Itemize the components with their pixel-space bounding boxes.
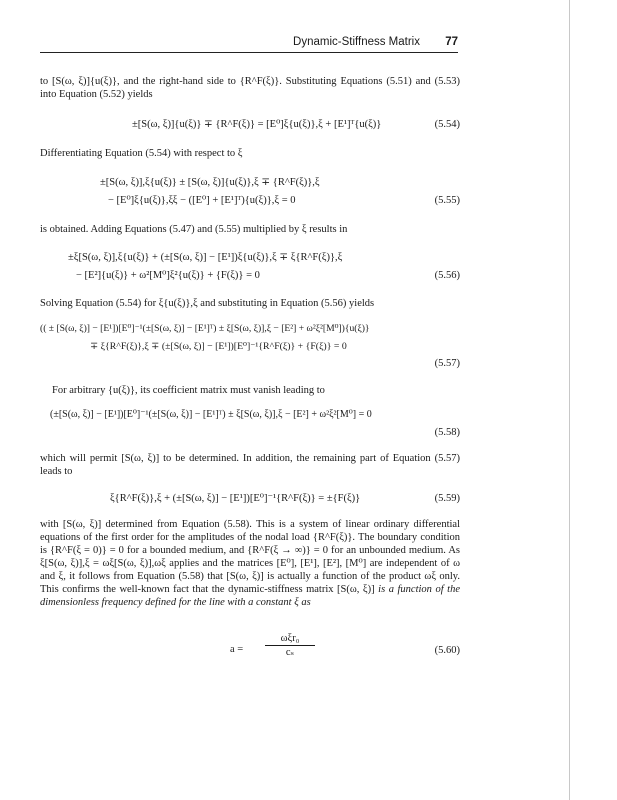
equation-line: (±[S(ω, ξ)] − [E¹])[E⁰]⁻¹(±[S(ω, ξ)] − [E¹]ᵀ) ± ξ[S(ω, ξ)],ξ − [E²] + ω²ξ²[M⁰] = 0 xyxy=(50,409,372,420)
paragraph-italic-text: is a function of the dimensionless frequency defined for the line with a constant ξ as xyxy=(40,584,460,608)
page-number: 77 xyxy=(445,36,458,48)
equation-lhs: a = xyxy=(230,644,244,655)
paragraph xyxy=(40,518,460,609)
equation-5-54 xyxy=(40,118,460,132)
equation-5-57 xyxy=(40,322,460,372)
equation-line: ∓ ξ{R^F(ξ)},ξ ∓ (±[S(ω, ξ)] − [E¹])[E⁰]⁻¹{R^F(ξ)} + {F(ξ)} = 0 xyxy=(90,341,347,352)
equation-5-58 xyxy=(40,408,460,442)
equation-line: (( ± [S(ω, ξ)] − [E¹])[E⁰]⁻¹(±[S(ω, ξ)] − [E¹]ᵀ) ± ξ[S(ω, ξ)],ξ − [E²] + ω²ξ²[M⁰]){u(ξ)} xyxy=(40,323,370,334)
paragraph: Differentiating Equation (5.54) with respect to ξ xyxy=(40,148,243,159)
fraction-numerator: ωξr₀ xyxy=(265,632,315,646)
running-header xyxy=(40,36,458,53)
equation-line: − [E⁰]ξ{u(ξ)},ξξ − ([E⁰] + [E¹]ᵀ){u(ξ)},ξ = 0 xyxy=(108,195,296,206)
equation-number: (5.60) xyxy=(434,645,460,656)
fraction-denominator: cₛ xyxy=(285,647,295,658)
paragraph-text: with [S(ω, ξ)] determined from Equation (5.58). This is a system of linear ordinary differential equations of the first order for the amplitudes of the nodal load {R^F(ξ)}. The boundary condition is {R^F(ξ = 0)} = 0 for a bounded medium, and {R^F(ξ → ∞)} = 0 for an unbounded medium. As ξ[S(ω, ξ)],ξ = ωξ[S(ω, ξ)],ωξ applies and the matrices [E⁰], [E¹], [E²], [M⁰] are independent of ω and ξ, it follows from Equation (5.58) that [S(ω, ξ)] is actually a function of the product ωξ only. This confirms the well-known fact that the dynamic-stiffness matrix [S(ω, ξ)] xyxy=(40,519,460,595)
equation-number: (5.58) xyxy=(434,427,460,438)
equation-number: (5.56) xyxy=(434,270,460,281)
paragraph: is obtained. Adding Equations (5.47) and (5.55) multiplied by ξ results in xyxy=(40,224,348,235)
equation-body: ξ{R^F(ξ)},ξ + (±[S(ω, ξ)] − [E¹])[E⁰]⁻¹{R^F(ξ)} = ±{F(ξ)} xyxy=(110,493,361,504)
running-title: Dynamic-Stiffness Matrix xyxy=(293,36,420,48)
equation-5-56 xyxy=(40,251,460,285)
equation-number: (5.55) xyxy=(434,195,460,206)
equation-fraction xyxy=(265,632,315,659)
equation-line: ±[S(ω, ξ)],ξ{u(ξ)} ± [S(ω, ξ)]{u(ξ)},ξ ∓ {R^F(ξ)},ξ xyxy=(100,177,320,188)
paragraph: For arbitrary {u(ξ)}, its coefficient matrix must vanish leading to xyxy=(52,385,325,396)
paragraph: which will permit [S(ω, ξ)] to be determined. In addition, the remaining part of Equation (5.57) leads to xyxy=(40,453,460,477)
equation-line: − [E²]{u(ξ)} + ω²[M⁰]ξ²{u(ξ)} + {F(ξ)} = 0 xyxy=(76,270,260,281)
paragraph: Solving Equation (5.54) for ξ{u(ξ)},ξ and substituting in Equation (5.56) yields xyxy=(40,298,375,309)
equation-body: ±[S(ω, ξ)]{u(ξ)} ∓ {R^F(ξ)} = [E⁰]ξ{u(ξ)},ξ + [E¹]ᵀ{u(ξ)} xyxy=(132,119,382,130)
equation-number: (5.57) xyxy=(434,358,460,369)
equation-5-59 xyxy=(40,492,460,506)
equation-5-55 xyxy=(40,176,460,210)
paragraph: to [S(ω, ξ)]{u(ξ)}, and the right-hand side to {R^F(ξ)}. Substituting Equations (5.51) and (5.53) into Equation (5.52) yields xyxy=(40,76,460,100)
equation-line: ±ξ[S(ω, ξ)],ξ{u(ξ)} + (±[S(ω, ξ)] − [E¹])ξ{u(ξ)},ξ ∓ ξ{R^F(ξ)},ξ xyxy=(68,252,343,263)
equation-number: (5.59) xyxy=(434,493,460,504)
equation-number: (5.54) xyxy=(434,119,460,130)
page-edge xyxy=(569,0,570,800)
equation-5-60 xyxy=(40,632,460,672)
